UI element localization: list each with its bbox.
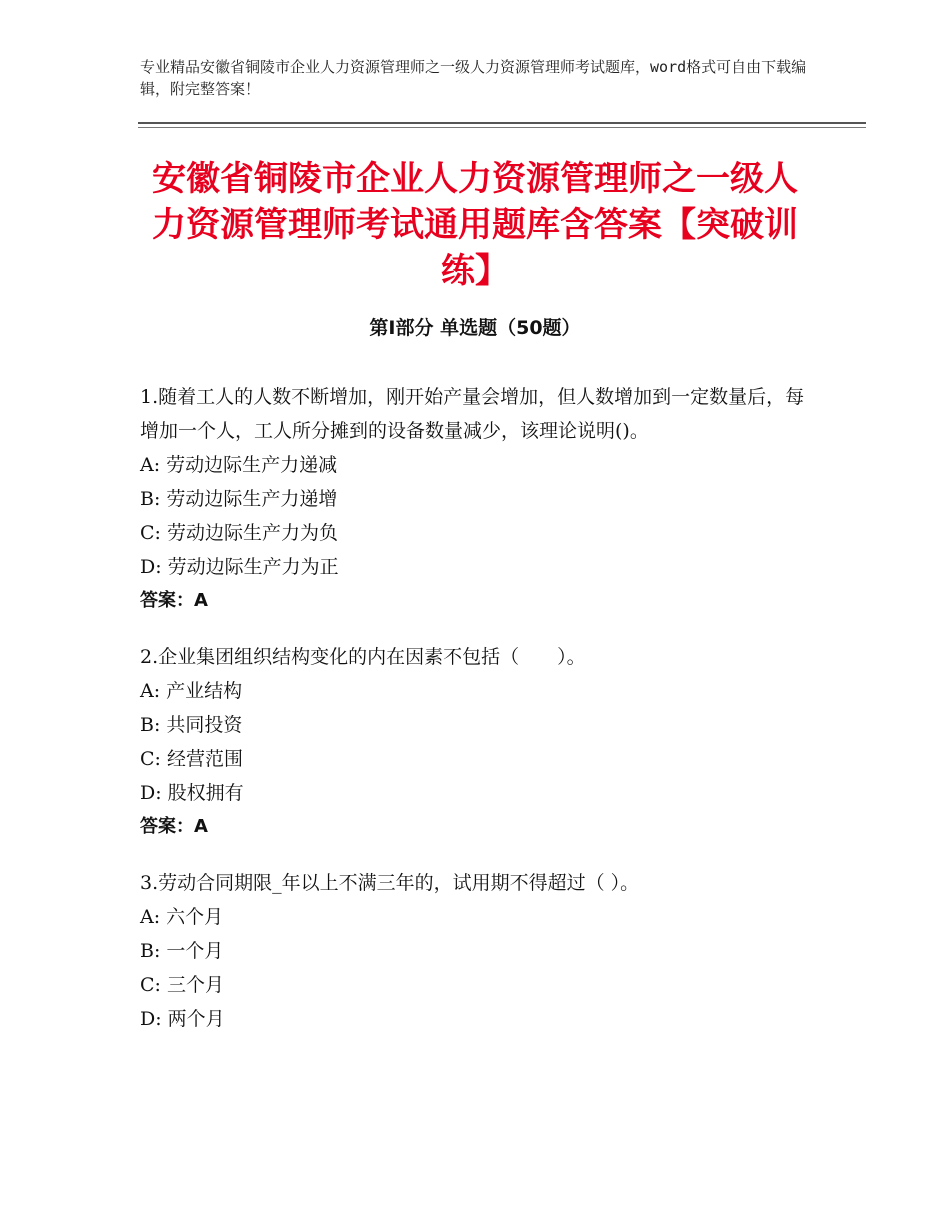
option-d: D: 股权拥有: [140, 782, 244, 804]
header-divider-thin: [138, 127, 866, 128]
option-c: C: 劳动边际生产力为负: [140, 522, 338, 544]
option-b: B: 共同投资: [140, 714, 243, 736]
question-stem: 2.企业集团组织结构变化的内在因素不包括（ ）。: [140, 646, 586, 668]
question-3: [140, 866, 820, 1036]
option-c: C: 三个月: [140, 974, 224, 996]
question-stem: 3.劳动合同期限_年以上不满三年的，试用期不得超过（ ）。: [140, 872, 640, 894]
document-title: 安徽省铜陵市企业人力资源管理师之一级人力资源管理师考试通用题库含答案【突破训练】: [152, 159, 798, 291]
section-heading: 第Ⅰ部分 单选题（50题）: [369, 317, 581, 339]
option-d: D: 两个月: [140, 1008, 225, 1030]
question-1: [140, 380, 820, 618]
option-a: A: 劳动边际生产力递减: [140, 454, 338, 476]
option-d: D: 劳动边际生产力为正: [140, 556, 339, 578]
answer-line: 答案：A: [140, 816, 208, 837]
header-divider-thick: [138, 122, 866, 124]
answer-line: 答案：A: [140, 590, 208, 611]
option-a: A: 产业结构: [140, 680, 243, 702]
question-2: [140, 640, 820, 844]
question-stem: 1.随着工人的人数不断增加，刚开始产量会增加，但人数增加到一定数量后，每增加一个人，工人所分摊到的设备数量减少，该理论说明()。: [140, 386, 805, 442]
header-note: 专业精品安徽省铜陵市企业人力资源管理师之一级人力资源管理师考试题库，word格式可自由下载编辑，附完整答案！: [140, 58, 807, 98]
option-a: A: 六个月: [140, 906, 224, 928]
option-b: B: 劳动边际生产力递增: [140, 488, 338, 510]
option-c: C: 经营范围: [140, 748, 243, 770]
option-b: B: 一个月: [140, 940, 224, 962]
question-list: [140, 380, 820, 1058]
